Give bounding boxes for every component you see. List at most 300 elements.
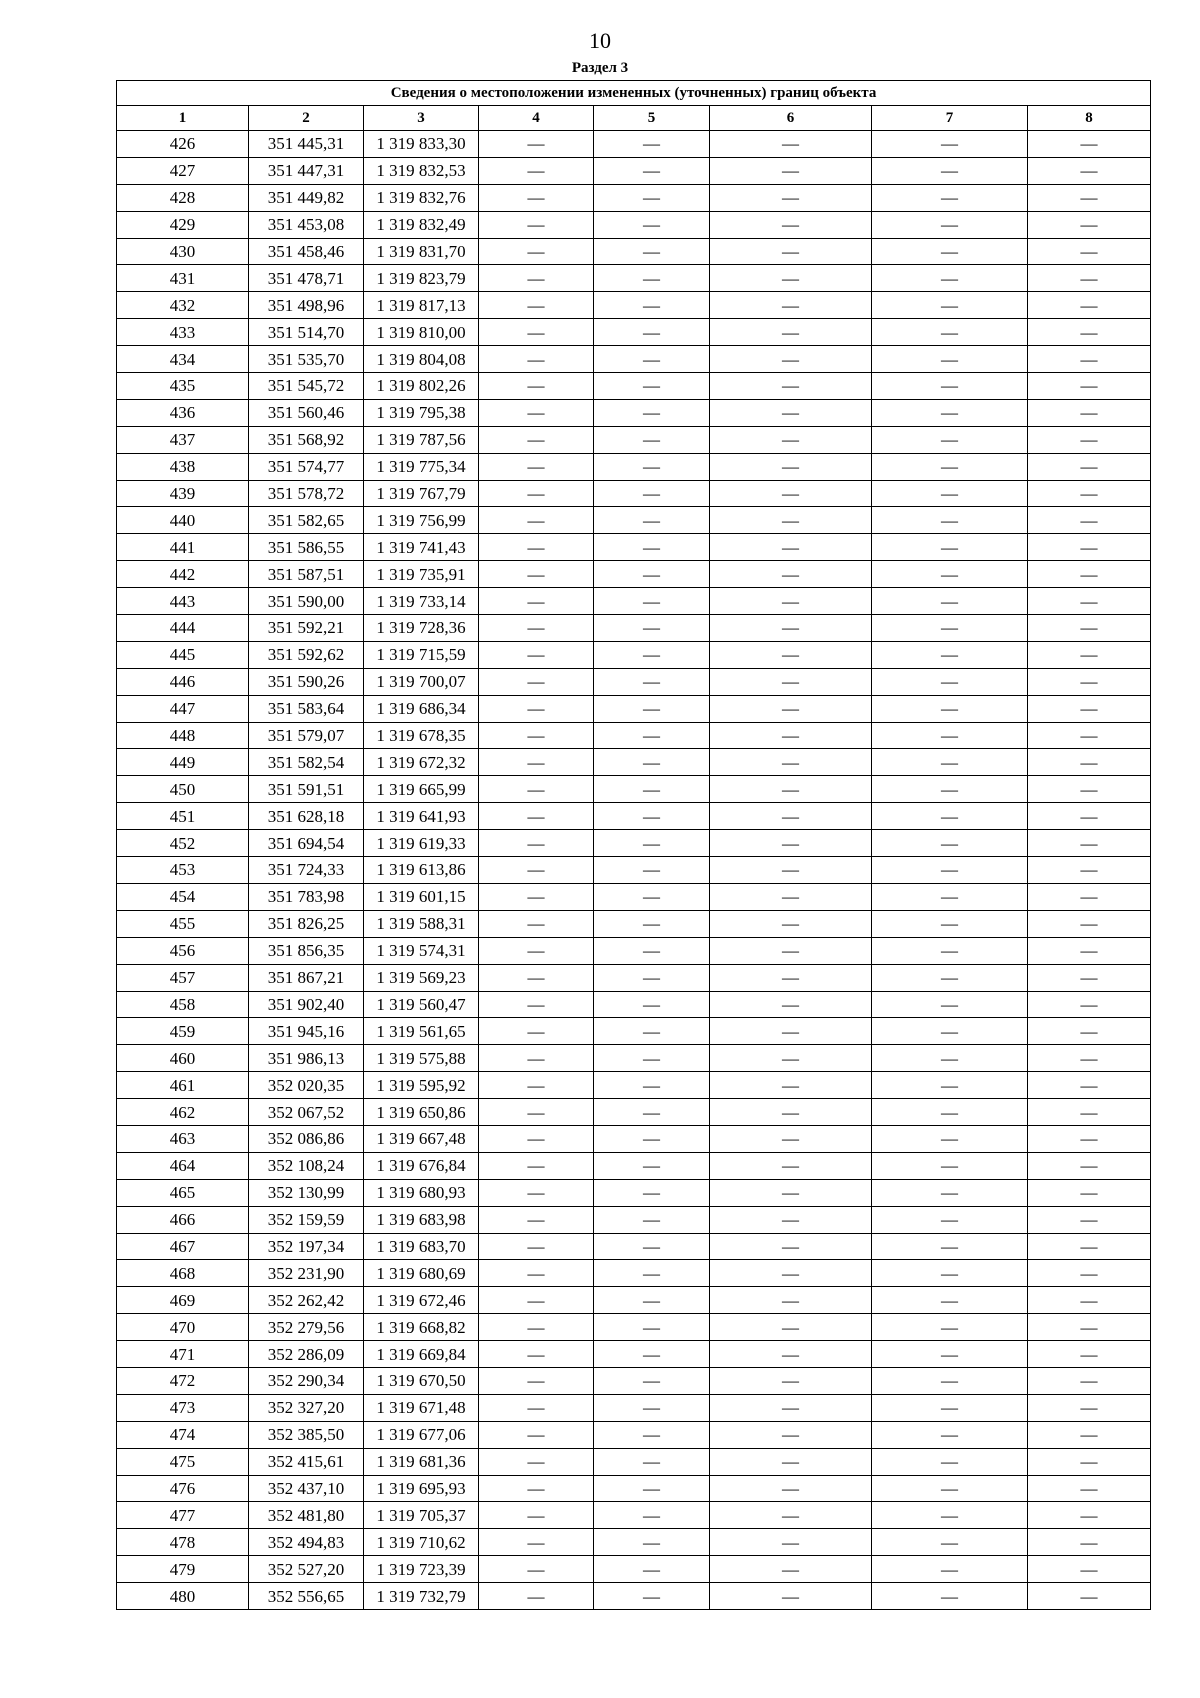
empty-value-dash: — [1028,1152,1151,1179]
empty-value-dash: — [479,211,594,238]
point-number-cell: 473 [117,1394,249,1421]
empty-value-dash: — [710,1099,872,1126]
x-coordinate-cell: 351 560,46 [249,399,364,426]
empty-value-dash: — [872,373,1028,400]
column-number: 3 [364,106,479,131]
empty-value-dash: — [594,1152,710,1179]
y-coordinate-cell: 1 319 732,79 [364,1583,479,1610]
point-number-cell: 470 [117,1314,249,1341]
empty-value-dash: — [479,1448,594,1475]
x-coordinate-cell: 351 582,54 [249,749,364,776]
x-coordinate-cell: 351 447,31 [249,157,364,184]
y-coordinate-cell: 1 319 588,31 [364,910,479,937]
empty-value-dash: — [479,668,594,695]
empty-value-dash: — [479,184,594,211]
empty-value-dash: — [1028,534,1151,561]
x-coordinate-cell: 352 556,65 [249,1583,364,1610]
empty-value-dash: — [710,641,872,668]
x-coordinate-cell: 351 478,71 [249,265,364,292]
point-number-cell: 429 [117,211,249,238]
point-number-cell: 456 [117,937,249,964]
empty-value-dash: — [594,480,710,507]
x-coordinate-cell: 351 445,31 [249,131,364,158]
point-number-cell: 452 [117,830,249,857]
x-coordinate-cell: 352 197,34 [249,1233,364,1260]
empty-value-dash: — [1028,1341,1151,1368]
table-row [117,1018,1151,1045]
empty-value-dash: — [872,265,1028,292]
empty-value-dash: — [710,1475,872,1502]
empty-value-dash: — [710,399,872,426]
empty-value-dash: — [710,131,872,158]
empty-value-dash: — [710,964,872,991]
empty-value-dash: — [479,910,594,937]
empty-value-dash: — [872,507,1028,534]
table-row [117,1583,1151,1610]
empty-value-dash: — [872,883,1028,910]
empty-value-dash: — [710,480,872,507]
point-number-cell: 477 [117,1502,249,1529]
empty-value-dash: — [872,830,1028,857]
empty-value-dash: — [872,1179,1028,1206]
empty-value-dash: — [710,453,872,480]
x-coordinate-cell: 351 578,72 [249,480,364,507]
empty-value-dash: — [594,507,710,534]
x-coordinate-cell: 351 945,16 [249,1018,364,1045]
empty-value-dash: — [594,615,710,642]
empty-value-dash: — [594,157,710,184]
empty-value-dash: — [872,588,1028,615]
y-coordinate-cell: 1 319 728,36 [364,615,479,642]
table-row [117,1072,1151,1099]
empty-value-dash: — [479,588,594,615]
empty-value-dash: — [1028,1125,1151,1152]
empty-value-dash: — [594,561,710,588]
empty-value-dash: — [1028,1529,1151,1556]
y-coordinate-cell: 1 319 723,39 [364,1556,479,1583]
y-coordinate-cell: 1 319 802,26 [364,373,479,400]
empty-value-dash: — [479,857,594,884]
point-number-cell: 437 [117,426,249,453]
empty-value-dash: — [479,964,594,991]
x-coordinate-cell: 351 590,00 [249,588,364,615]
empty-value-dash: — [594,1233,710,1260]
empty-value-dash: — [710,1529,872,1556]
point-number-cell: 430 [117,238,249,265]
table-row [117,641,1151,668]
y-coordinate-cell: 1 319 601,15 [364,883,479,910]
table-row [117,265,1151,292]
column-number: 8 [1028,106,1151,131]
y-coordinate-cell: 1 319 715,59 [364,641,479,668]
table-row [117,588,1151,615]
empty-value-dash: — [1028,507,1151,534]
empty-value-dash: — [594,1394,710,1421]
x-coordinate-cell: 351 628,18 [249,803,364,830]
empty-value-dash: — [872,1341,1028,1368]
empty-value-dash: — [594,1475,710,1502]
empty-value-dash: — [872,1206,1028,1233]
empty-value-dash: — [710,319,872,346]
point-number-cell: 480 [117,1583,249,1610]
x-coordinate-cell: 351 579,07 [249,722,364,749]
x-coordinate-cell: 351 592,21 [249,615,364,642]
empty-value-dash: — [594,1179,710,1206]
table-row [117,1179,1151,1206]
empty-value-dash: — [594,1018,710,1045]
empty-value-dash: — [710,1394,872,1421]
empty-value-dash: — [872,399,1028,426]
empty-value-dash: — [479,265,594,292]
y-coordinate-cell: 1 319 569,23 [364,964,479,991]
empty-value-dash: — [710,776,872,803]
table-row [117,426,1151,453]
point-number-cell: 469 [117,1287,249,1314]
empty-value-dash: — [710,534,872,561]
table-row [117,1475,1151,1502]
empty-value-dash: — [710,910,872,937]
y-coordinate-cell: 1 319 832,76 [364,184,479,211]
x-coordinate-cell: 351 694,54 [249,830,364,857]
point-number-cell: 427 [117,157,249,184]
empty-value-dash: — [710,1502,872,1529]
point-number-cell: 461 [117,1072,249,1099]
empty-value-dash: — [1028,319,1151,346]
x-coordinate-cell: 351 583,64 [249,695,364,722]
y-coordinate-cell: 1 319 700,07 [364,668,479,695]
empty-value-dash: — [594,1448,710,1475]
empty-value-dash: — [872,857,1028,884]
empty-value-dash: — [479,937,594,964]
empty-value-dash: — [479,641,594,668]
table-row [117,1099,1151,1126]
table-row [117,238,1151,265]
y-coordinate-cell: 1 319 619,33 [364,830,479,857]
empty-value-dash: — [479,1099,594,1126]
y-coordinate-cell: 1 319 832,53 [364,157,479,184]
y-coordinate-cell: 1 319 681,36 [364,1448,479,1475]
empty-value-dash: — [872,749,1028,776]
table-row [117,507,1151,534]
empty-value-dash: — [872,937,1028,964]
empty-value-dash: — [479,1529,594,1556]
empty-value-dash: — [710,1125,872,1152]
table-row [117,1045,1151,1072]
empty-value-dash: — [594,1099,710,1126]
empty-value-dash: — [479,1233,594,1260]
empty-value-dash: — [1028,561,1151,588]
point-number-cell: 431 [117,265,249,292]
empty-value-dash: — [594,830,710,857]
empty-value-dash: — [1028,453,1151,480]
empty-value-dash: — [1028,1556,1151,1583]
empty-value-dash: — [1028,588,1151,615]
empty-value-dash: — [1028,373,1151,400]
empty-value-dash: — [710,668,872,695]
column-number: 5 [594,106,710,131]
point-number-cell: 448 [117,722,249,749]
empty-value-dash: — [1028,776,1151,803]
empty-value-dash: — [1028,749,1151,776]
table-row [117,883,1151,910]
x-coordinate-cell: 352 290,34 [249,1367,364,1394]
x-coordinate-cell: 351 498,96 [249,292,364,319]
empty-value-dash: — [594,453,710,480]
y-coordinate-cell: 1 319 810,00 [364,319,479,346]
table-row [117,722,1151,749]
table-row [117,937,1151,964]
empty-value-dash: — [594,1529,710,1556]
empty-value-dash: — [594,399,710,426]
empty-value-dash: — [872,641,1028,668]
x-coordinate-cell: 352 437,10 [249,1475,364,1502]
x-coordinate-cell: 352 527,20 [249,1556,364,1583]
table-body [117,131,1151,1610]
empty-value-dash: — [710,292,872,319]
empty-value-dash: — [872,1556,1028,1583]
y-coordinate-cell: 1 319 680,69 [364,1260,479,1287]
empty-value-dash: — [872,1448,1028,1475]
empty-value-dash: — [479,480,594,507]
empty-value-dash: — [594,1287,710,1314]
empty-value-dash: — [594,910,710,937]
empty-value-dash: — [872,695,1028,722]
empty-value-dash: — [594,534,710,561]
point-number-cell: 471 [117,1341,249,1368]
x-coordinate-cell: 351 514,70 [249,319,364,346]
empty-value-dash: — [594,776,710,803]
empty-value-dash: — [479,1502,594,1529]
empty-value-dash: — [710,1206,872,1233]
table-row [117,668,1151,695]
x-coordinate-cell: 351 592,62 [249,641,364,668]
empty-value-dash: — [479,1421,594,1448]
y-coordinate-cell: 1 319 669,84 [364,1341,479,1368]
empty-value-dash: — [872,319,1028,346]
y-coordinate-cell: 1 319 665,99 [364,776,479,803]
y-coordinate-cell: 1 319 710,62 [364,1529,479,1556]
table-row [117,1314,1151,1341]
y-coordinate-cell: 1 319 795,38 [364,399,479,426]
empty-value-dash: — [479,1341,594,1368]
column-number: 2 [249,106,364,131]
empty-value-dash: — [710,561,872,588]
empty-value-dash: — [479,131,594,158]
empty-value-dash: — [710,265,872,292]
point-number-cell: 435 [117,373,249,400]
column-number-row [117,106,1151,131]
empty-value-dash: — [1028,1314,1151,1341]
table-row [117,1206,1151,1233]
empty-value-dash: — [710,722,872,749]
empty-value-dash: — [1028,211,1151,238]
empty-value-dash: — [710,1287,872,1314]
y-coordinate-cell: 1 319 680,93 [364,1179,479,1206]
point-number-cell: 472 [117,1367,249,1394]
empty-value-dash: — [710,1045,872,1072]
table-row [117,857,1151,884]
empty-value-dash: — [479,319,594,346]
empty-value-dash: — [479,1367,594,1394]
table-row [117,803,1151,830]
x-coordinate-cell: 351 783,98 [249,883,364,910]
table-row [117,695,1151,722]
empty-value-dash: — [710,1314,872,1341]
x-coordinate-cell: 351 590,26 [249,668,364,695]
point-number-cell: 467 [117,1233,249,1260]
point-number-cell: 449 [117,749,249,776]
empty-value-dash: — [594,426,710,453]
y-coordinate-cell: 1 319 686,34 [364,695,479,722]
table-row [117,211,1151,238]
y-coordinate-cell: 1 319 683,98 [364,1206,479,1233]
x-coordinate-cell: 352 481,80 [249,1502,364,1529]
empty-value-dash: — [594,964,710,991]
empty-value-dash: — [872,211,1028,238]
y-coordinate-cell: 1 319 677,06 [364,1421,479,1448]
point-number-cell: 463 [117,1125,249,1152]
point-number-cell: 459 [117,1018,249,1045]
empty-value-dash: — [479,1179,594,1206]
empty-value-dash: — [872,1421,1028,1448]
empty-value-dash: — [479,1260,594,1287]
empty-value-dash: — [872,157,1028,184]
x-coordinate-cell: 351 826,25 [249,910,364,937]
table-row [117,561,1151,588]
table-row [117,292,1151,319]
empty-value-dash: — [479,399,594,426]
x-coordinate-cell: 352 108,24 [249,1152,364,1179]
empty-value-dash: — [1028,1018,1151,1045]
empty-value-dash: — [1028,265,1151,292]
x-coordinate-cell: 352 086,86 [249,1125,364,1152]
point-number-cell: 478 [117,1529,249,1556]
empty-value-dash: — [594,373,710,400]
empty-value-dash: — [710,157,872,184]
table-row [117,615,1151,642]
empty-value-dash: — [872,1529,1028,1556]
table-row [117,910,1151,937]
y-coordinate-cell: 1 319 667,48 [364,1125,479,1152]
empty-value-dash: — [872,238,1028,265]
empty-value-dash: — [1028,426,1151,453]
y-coordinate-cell: 1 319 741,43 [364,534,479,561]
empty-value-dash: — [872,1475,1028,1502]
table-row [117,749,1151,776]
empty-value-dash: — [594,238,710,265]
x-coordinate-cell: 352 279,56 [249,1314,364,1341]
y-coordinate-cell: 1 319 650,86 [364,1099,479,1126]
empty-value-dash: — [1028,399,1151,426]
y-coordinate-cell: 1 319 767,79 [364,480,479,507]
x-coordinate-cell: 351 856,35 [249,937,364,964]
table-row [117,1448,1151,1475]
page-number: 10 [589,28,611,53]
empty-value-dash: — [479,991,594,1018]
empty-value-dash: — [872,1394,1028,1421]
table-row [117,373,1151,400]
empty-value-dash: — [479,749,594,776]
empty-value-dash: — [710,803,872,830]
empty-value-dash: — [710,1421,872,1448]
empty-value-dash: — [872,1314,1028,1341]
y-coordinate-cell: 1 319 668,82 [364,1314,479,1341]
empty-value-dash: — [479,292,594,319]
empty-value-dash: — [479,1314,594,1341]
empty-value-dash: — [872,1018,1028,1045]
empty-value-dash: — [872,615,1028,642]
table-caption: Сведения о местоположении измененных (уточненных) границ объекта [117,81,1151,106]
y-coordinate-cell: 1 319 671,48 [364,1394,479,1421]
empty-value-dash: — [594,1206,710,1233]
empty-value-dash: — [479,1072,594,1099]
empty-value-dash: — [594,695,710,722]
point-number-cell: 426 [117,131,249,158]
empty-value-dash: — [479,1045,594,1072]
point-number-cell: 434 [117,346,249,373]
x-coordinate-cell: 352 262,42 [249,1287,364,1314]
empty-value-dash: — [594,991,710,1018]
empty-value-dash: — [710,830,872,857]
table-row [117,1233,1151,1260]
empty-value-dash: — [1028,292,1151,319]
point-number-cell: 443 [117,588,249,615]
y-coordinate-cell: 1 319 672,32 [364,749,479,776]
empty-value-dash: — [710,1341,872,1368]
empty-value-dash: — [594,131,710,158]
empty-value-dash: — [872,964,1028,991]
empty-value-dash: — [710,615,872,642]
empty-value-dash: — [872,1260,1028,1287]
empty-value-dash: — [479,426,594,453]
column-number: 7 [872,106,1028,131]
point-number-cell: 454 [117,883,249,910]
empty-value-dash: — [479,453,594,480]
empty-value-dash: — [594,184,710,211]
empty-value-dash: — [1028,157,1151,184]
empty-value-dash: — [594,265,710,292]
empty-value-dash: — [594,1045,710,1072]
empty-value-dash: — [872,426,1028,453]
y-coordinate-cell: 1 319 695,93 [364,1475,479,1502]
table-row [117,991,1151,1018]
point-number-cell: 440 [117,507,249,534]
empty-value-dash: — [872,131,1028,158]
empty-value-dash: — [872,1367,1028,1394]
empty-value-dash: — [479,615,594,642]
point-number-cell: 475 [117,1448,249,1475]
point-number-cell: 455 [117,910,249,937]
point-number-cell: 446 [117,668,249,695]
table-row [117,184,1151,211]
empty-value-dash: — [594,937,710,964]
point-number-cell: 476 [117,1475,249,1502]
empty-value-dash: — [1028,910,1151,937]
y-coordinate-cell: 1 319 683,70 [364,1233,479,1260]
x-coordinate-cell: 352 067,52 [249,1099,364,1126]
y-coordinate-cell: 1 319 678,35 [364,722,479,749]
empty-value-dash: — [1028,184,1151,211]
empty-value-dash: — [479,238,594,265]
empty-value-dash: — [872,534,1028,561]
x-coordinate-cell: 351 902,40 [249,991,364,1018]
point-number-cell: 458 [117,991,249,1018]
y-coordinate-cell: 1 319 561,65 [364,1018,479,1045]
empty-value-dash: — [479,1018,594,1045]
y-coordinate-cell: 1 319 575,88 [364,1045,479,1072]
empty-value-dash: — [479,1475,594,1502]
table-row [117,1502,1151,1529]
